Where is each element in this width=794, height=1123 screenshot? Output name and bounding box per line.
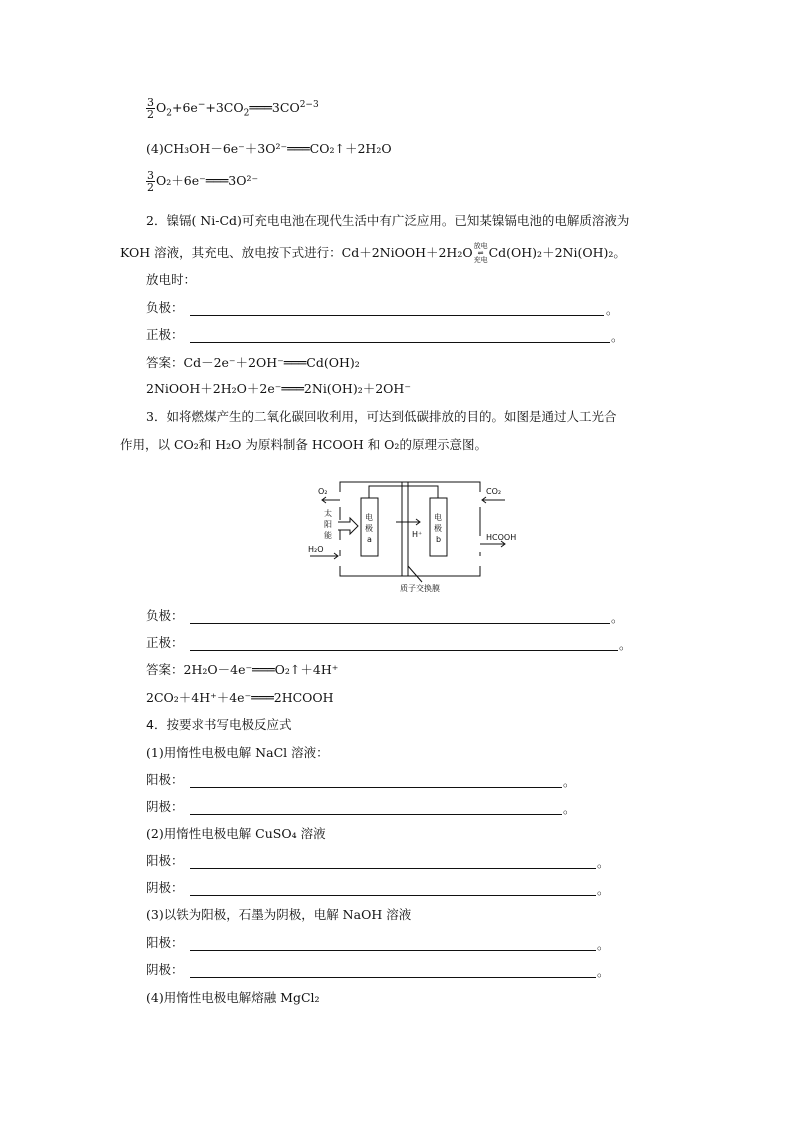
q2-stem-line1: 2．镍镉( Ni-Cd)可充电电池在现代生活中有广泛应用。已知某镍镉电池的电解质溶液为 xyxy=(146,213,630,228)
electrode-a-label: 电 xyxy=(365,513,373,522)
q4-part-2: (2)用惰性电极电解 CuSO₄ 溶液 xyxy=(146,826,326,841)
q3-stem-line2: 作用，以 CO₂和 H₂O 为原料制备 HCOOH 和 O₂的原理示意图。 xyxy=(120,437,487,452)
electrode-b-label: b xyxy=(436,535,442,544)
solar-label: 太 xyxy=(324,509,332,518)
period: 。 xyxy=(619,637,632,652)
q4-part-3: (3)以铁为阳极，石墨为阴极，电解 NaOH 溶液 xyxy=(146,907,412,922)
q3-negative-label: 负极： xyxy=(146,608,184,623)
period: 。 xyxy=(611,329,624,344)
q4-3-anode-label: 阳极： xyxy=(146,935,184,950)
co2-label: CO₂ xyxy=(486,487,502,496)
q3-stem-line1: 3．如将燃煤产生的二氧化碳回收利用，可达到低碳排放的目的。如图是通过人工光合 xyxy=(146,409,617,424)
q4-1-anode-blank[interactable] xyxy=(190,787,562,788)
period: 。 xyxy=(597,882,610,897)
membrane-pointer xyxy=(408,566,422,582)
period: 。 xyxy=(563,801,576,816)
q4-3-cathode-blank[interactable] xyxy=(190,977,596,978)
q4-2-anode-blank[interactable] xyxy=(190,868,596,869)
q3-positive-answer-blank[interactable] xyxy=(190,650,618,651)
external-wire xyxy=(369,486,438,498)
q4-1-anode-label: 阳极： xyxy=(146,772,184,787)
proton-label: H⁺ xyxy=(412,530,423,539)
o2-label: O₂ xyxy=(318,487,328,496)
solar-label: 阳 xyxy=(324,520,332,529)
q3-positive-label: 正极： xyxy=(146,635,184,650)
q2-negative-label: 负极： xyxy=(146,300,184,315)
cell-top-wall xyxy=(340,482,480,492)
q4-part-4: (4)用惰性电极电解熔融 MgCl₂ xyxy=(146,990,320,1005)
cell-bottom-wall xyxy=(340,566,480,576)
membrane-label: 质子交换膜 xyxy=(400,584,440,593)
q3-answer-2: 2CO₂＋4H⁺＋4e⁻═══2HCOOH xyxy=(146,690,334,705)
q4-title: 4．按要求书写电极反应式 xyxy=(146,717,292,732)
q2-stem-line2: KOH 溶液，其充电、放电按下式进行：Cd＋2NiOOH＋2H₂O 放电 ⇌ 充电 Cd(OH)₂＋2Ni(OH)₂。 xyxy=(120,242,626,264)
q4-1-cathode-blank[interactable] xyxy=(190,814,562,815)
fraction: $\frac{3}{2}$ xyxy=(147,96,154,121)
period: 。 xyxy=(611,610,624,625)
q4-3-anode-blank[interactable] xyxy=(190,950,596,951)
equation-line-2: (4)CH₃OH－6e⁻＋3O²⁻═══CO₂↑＋2H₂O xyxy=(146,141,392,156)
q2-answer-1: 答案：Cd－2e⁻＋2OH⁻═══Cd(OH)₂ xyxy=(146,355,360,370)
q4-2-cathode-label: 阴极： xyxy=(146,880,184,895)
q3-answer-1: 答案：2H₂O－4e⁻═══O₂↑＋4H⁺ xyxy=(146,662,339,677)
period: 。 xyxy=(597,937,610,952)
q4-1-cathode-label: 阴极： xyxy=(146,799,184,814)
period: 。 xyxy=(563,774,576,789)
period: 。 xyxy=(606,302,619,317)
solar-label: 能 xyxy=(324,531,332,540)
q2-answer-2: 2NiOOH＋2H₂O＋2e⁻═══2Ni(OH)₂＋2OH⁻ xyxy=(146,381,411,396)
solar-energy-arrow xyxy=(338,518,358,534)
period: 。 xyxy=(597,855,610,870)
period: 。 xyxy=(597,964,610,979)
q4-2-anode-label: 阳极： xyxy=(146,853,184,868)
h2o-label: H₂O xyxy=(308,545,324,554)
equation-line-1: $\frac{3}{2}$ $O_2+6e^-+3CO_2═══3CO^{2-3}$ xyxy=(147,96,319,121)
electrode-b-label: 电 xyxy=(434,513,442,522)
electrode-a-label: a xyxy=(367,535,372,544)
fraction: $\frac{3}{2}$ xyxy=(147,169,154,194)
hcooh-label: HCOOH xyxy=(486,533,517,542)
electrode-b-label: 极 xyxy=(434,524,442,533)
q3-negative-answer-blank[interactable] xyxy=(190,623,610,624)
q2-positive-answer-blank[interactable] xyxy=(190,342,610,343)
q2-positive-label: 正极： xyxy=(146,327,184,342)
electrolysis-diagram xyxy=(300,470,530,595)
discharge-label: 放电时： xyxy=(146,272,197,287)
q4-2-cathode-blank[interactable] xyxy=(190,895,596,896)
q2-negative-answer-blank[interactable] xyxy=(190,315,604,316)
q4-3-cathode-label: 阴极： xyxy=(146,962,184,977)
reaction-condition: 放电 ⇌ 充电 xyxy=(473,242,488,264)
equation-line-3: $\frac{3}{2}$ O₂＋6e⁻═══3O²⁻ xyxy=(147,169,259,194)
q4-part-1: (1)用惰性电极电解 NaCl 溶液： xyxy=(146,745,329,760)
electrode-a-label: 极 xyxy=(365,524,373,533)
